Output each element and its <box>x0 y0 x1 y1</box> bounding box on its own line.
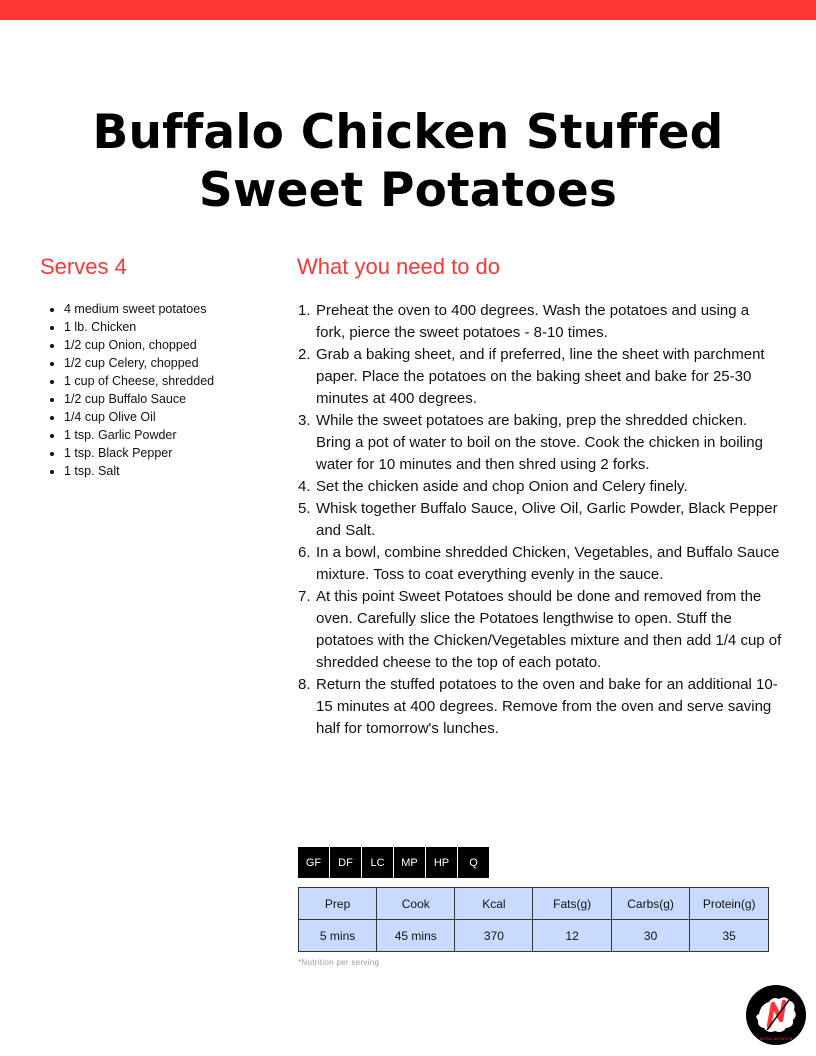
step-number: 1. <box>298 302 311 319</box>
ingredient-item: • 4 medium sweet potatoes <box>64 300 284 318</box>
nutrition-header-cell: Prep <box>299 888 377 920</box>
steps-heading: What you need to do <box>297 254 501 279</box>
step-text: Set the chicken aside and chop Onion and Celery finely. <box>316 478 688 495</box>
nutrition-value-cell: 12 <box>533 920 611 952</box>
step-text: Preheat the oven to 400 degrees. Wash the potatoes and using a fork, pierce the sweet potatoes - 8-10 times. <box>316 302 750 341</box>
ingredient-item: • 1/2 cup Buffalo Sauce <box>64 390 284 408</box>
nutrition-table <box>298 887 769 952</box>
recipe-title-line-2: Sweet Potatoes <box>198 163 618 218</box>
step-number: 5. <box>298 500 311 517</box>
step-text: While the sweet potatoes are baking, prep the shredded chicken. Bring a pot of water to boil on the stove. Cook the chicken in boiling water for 10 minutes and then shred using 2 forks. <box>316 412 763 473</box>
recipe-title <box>40 104 776 220</box>
nutrition-value-cell: 45 mins <box>377 920 455 952</box>
step-number: 8. <box>298 676 311 693</box>
step-item <box>298 674 782 740</box>
nutrition-header-cell: Cook <box>377 888 455 920</box>
step-number: 2. <box>298 346 311 363</box>
step-number: 7. <box>298 588 311 605</box>
diet-tag: GF <box>298 847 330 878</box>
nutrition-header-row <box>299 888 769 920</box>
nutrition-value-cell: 30 <box>611 920 690 952</box>
step-item <box>298 498 782 542</box>
nutrition-value-cell: 35 <box>690 920 769 952</box>
nutrition-value-cell: 370 <box>455 920 533 952</box>
step-item <box>298 542 782 586</box>
ingredient-item: • 1/4 cup Olive Oil <box>64 408 284 426</box>
step-item <box>298 586 782 674</box>
step-item <box>298 476 782 498</box>
nutrition-header-cell: Kcal <box>455 888 533 920</box>
step-item <box>298 300 782 344</box>
ingredient-item: • 1 lb. Chicken <box>64 318 284 336</box>
step-text: Grab a baking sheet, and if preferred, line the sheet with parchment paper. Place the potatoes on the baking sheet and bake for 25-30 minutes at 400 degrees. <box>316 346 765 407</box>
diet-tag: DF <box>330 847 362 878</box>
ingredients-list <box>46 300 284 480</box>
nutrition-footnote: *Nutrition per serving <box>298 958 380 967</box>
serves-heading: Serves 4 <box>40 254 127 279</box>
diet-tag: LC <box>362 847 394 878</box>
diet-tag: MP <box>394 847 426 878</box>
diet-tag: HP <box>426 847 458 878</box>
diet-tag: Q <box>458 847 490 878</box>
nutrition-header-cell: Carbs(g) <box>611 888 690 920</box>
ingredient-item: • 1/2 cup Celery, chopped <box>64 354 284 372</box>
step-text: Whisk together Buffalo Sauce, Olive Oil, Garlic Powder, Black Pepper and Salt. <box>316 500 778 539</box>
step-item <box>298 410 782 476</box>
step-text: In a bowl, combine shredded Chicken, Vegetables, and Buffalo Sauce mixture. Toss to coat everything evenly in the sauce. <box>316 544 780 583</box>
step-item <box>298 344 782 410</box>
ingredient-item: • 1 cup of Cheese, shredded <box>64 372 284 390</box>
diet-tags <box>298 847 490 878</box>
ingredient-item: • 1 tsp. Garlic Powder <box>64 426 284 444</box>
ingredient-item: • 1 tsp. Black Pepper <box>64 444 284 462</box>
steps-list <box>298 300 782 740</box>
top-accent-bar <box>0 0 816 20</box>
ingredient-item: • 1/2 cup Onion, chopped <box>64 336 284 354</box>
recipe-title-line-1: Buffalo Chicken Stuffed <box>92 105 724 160</box>
nutrition-header-cell: Fats(g) <box>533 888 611 920</box>
step-text: At this point Sweet Potatoes should be done and removed from the oven. Carefully slice the Potatoes lengthwise to open. Stuff the potatoes with the Chicken/Vegetables mixture and then add 1/4 cup of shredded cheese to the top of each potato. <box>316 588 782 671</box>
step-text: Return the stuffed potatoes to the oven and bake for an additional 10-15 minutes at 400 degrees. Remove from the oven and serve saving half for tomorrow's lunches. <box>316 676 778 737</box>
svg-text:NATTAS NUTRITION: NATTAS NUTRITION <box>759 1037 793 1041</box>
step-number: 6. <box>298 544 311 561</box>
step-number: 3. <box>298 412 311 429</box>
nutrition-value-row <box>299 920 769 952</box>
nutrition-value-cell: 5 mins <box>299 920 377 952</box>
nutrition-header-cell: Protein(g) <box>690 888 769 920</box>
brand-logo-icon <box>745 984 807 1046</box>
ingredient-item: • 1 tsp. Salt <box>64 462 284 480</box>
step-number: 4. <box>298 478 311 495</box>
